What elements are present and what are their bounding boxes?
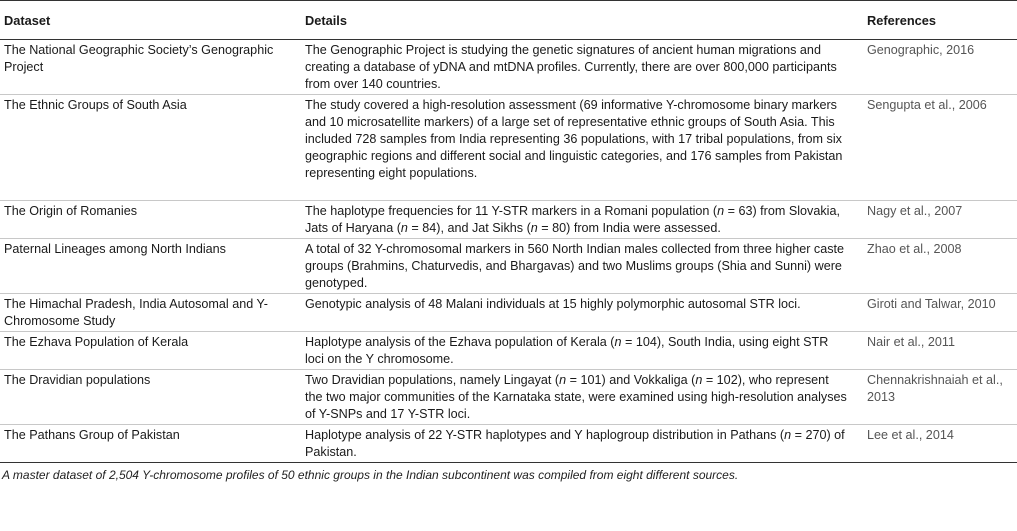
header-row: [0, 1, 1017, 40]
dataset-cell: The Ezhava Population of Kerala: [0, 332, 305, 370]
table-footnote: A master dataset of 2,504 Y-chromosome profiles of 50 ethnic groups in the Indian subcontinent was compiled from eight different sources.: [2, 468, 739, 482]
table-row: [0, 239, 1017, 294]
table-header: [0, 1, 1017, 40]
reference-cell: Genographic, 2016: [867, 40, 1017, 95]
dataset-cell: The Dravidian populations: [0, 370, 305, 425]
details-cell: Haplotype analysis of the Ezhava population of Kerala (n = 104), South India, using eight STR loci on the Y chromosome.: [305, 332, 867, 370]
dataset-cell: The National Geographic Society’s Genographic Project: [0, 40, 305, 95]
reference-cell: Nagy et al., 2007: [867, 201, 1017, 239]
details-cell: Haplotype analysis of 22 Y-STR haplotypes and Y haplogroup distribution in Pathans (n = 270) of Pakistan.: [305, 425, 867, 463]
dataset-cell: The Pathans Group of Pakistan: [0, 425, 305, 463]
dataset-cell: The Origin of Romanies: [0, 201, 305, 239]
reference-cell: Lee et al., 2014: [867, 425, 1017, 463]
details-cell: The haplotype frequencies for 11 Y-STR markers in a Romani population (n = 63) from Slovakia, Jats of Haryana (n = 84), and Jat Sikhs (n = 80) from India were assessed.: [305, 201, 867, 239]
table-row: [0, 370, 1017, 425]
details-cell: Genotypic analysis of 48 Malani individuals at 15 highly polymorphic autosomal STR loci.: [305, 294, 867, 332]
reference-cell: Sengupta et al., 2006: [867, 95, 1017, 201]
details-cell: A total of 32 Y-chromosomal markers in 560 North Indian males collected from three higher caste groups (Brahmins, Chaturvedis, and Bhargavas) and two Muslims groups (Shia and Sunni) were genotyped.: [305, 239, 867, 294]
table-body: [0, 40, 1017, 463]
reference-cell: Nair et al., 2011: [867, 332, 1017, 370]
table-row: [0, 332, 1017, 370]
dataset-cell: The Ethnic Groups of South Asia: [0, 95, 305, 201]
header-details: Details: [305, 1, 867, 40]
reference-cell: Zhao et al., 2008: [867, 239, 1017, 294]
header-references: References: [867, 1, 1017, 40]
dataset-cell: Paternal Lineages among North Indians: [0, 239, 305, 294]
table-row: [0, 95, 1017, 201]
table-row: [0, 201, 1017, 239]
details-cell: The Genographic Project is studying the genetic signatures of ancient human migrations and creating a database of yDNA and mtDNA profiles. Currently, there are over 800,000 participants from over 140 countries.: [305, 40, 867, 95]
details-cell: The study covered a high-resolution assessment (69 informative Y-chromosome binary markers and 10 microsatellite markers) of a large set of representative ethnic groups of South Asia. This included 728 samples from India representing 36 populations, with 17 tribal populations, from six geographic regions and different social and linguistic categories, and 176 samples from Pakistan representing eight populations.: [305, 95, 867, 201]
header-dataset: Dataset: [0, 1, 305, 40]
table-row: [0, 294, 1017, 332]
table-row: [0, 40, 1017, 95]
dataset-cell: The Himachal Pradesh, India Autosomal and Y-Chromosome Study: [0, 294, 305, 332]
reference-cell: Chennakrishnaiah et al., 2013: [867, 370, 1017, 425]
table-row: [0, 425, 1017, 463]
details-cell: Two Dravidian populations, namely Lingayat (n = 101) and Vokkaliga (n = 102), who represent the two major communities of the Karnataka state, were examined using high-resolution analyses of Y-SNPs and 17 Y-STR loci.: [305, 370, 867, 425]
reference-cell: Giroti and Talwar, 2010: [867, 294, 1017, 332]
